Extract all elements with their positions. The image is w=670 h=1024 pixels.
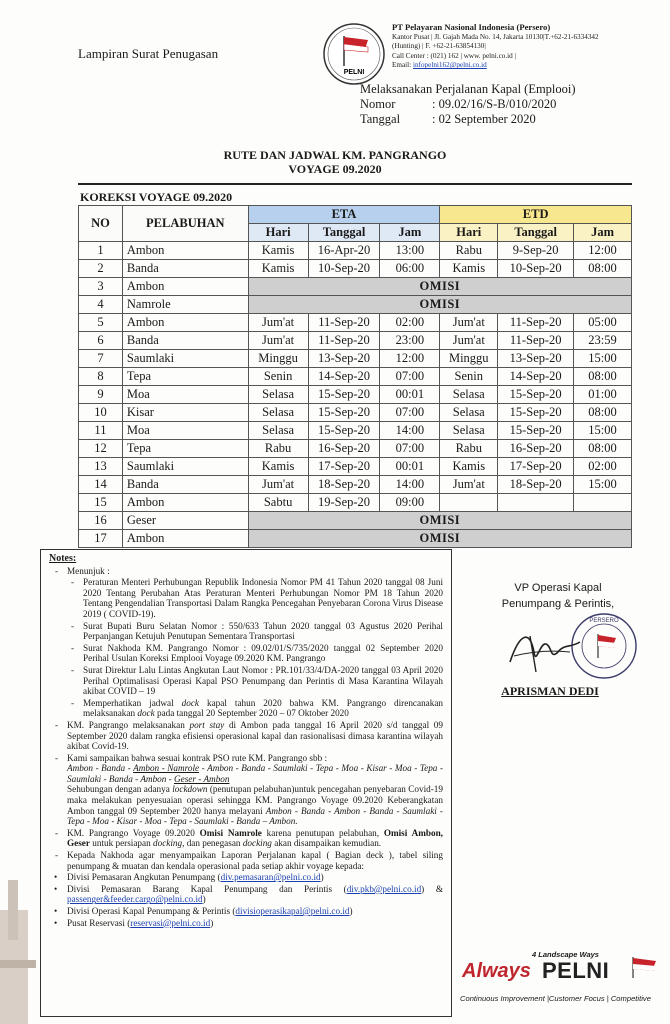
cell-etd-hari: Selasa	[440, 386, 498, 404]
omisi-cell: OMISI	[248, 512, 631, 530]
tanggal-value: : 02 September 2020	[432, 112, 536, 126]
cell-etd-hari: Minggu	[440, 350, 498, 368]
omisi-text: , dan penegasan	[182, 838, 243, 849]
cell-etd-hari: Jum'at	[440, 332, 498, 350]
omisi-bold: Omisi Ambon, Geser	[67, 827, 443, 849]
title-divider	[78, 183, 632, 185]
cell-eta-hari: Rabu	[248, 440, 308, 458]
lockdown-em: lockdown	[172, 784, 208, 795]
row-port: Namrole	[122, 296, 248, 314]
cell-eta-jam: 07:00	[380, 440, 440, 458]
lockdown-part: Sehubungan dengan adanya	[67, 784, 173, 795]
contact-label: Divisi Pemasaran Angkutan Penumpang (	[67, 872, 221, 883]
schedule-body	[79, 242, 632, 548]
route-text: - Ambon - Banda - Saumlaki - Tepa - Moa - Kisar - Moa - Tepa - Saumlaki - Banda - Ambon -	[67, 763, 444, 784]
contact-label: Pusat Reservasi (	[67, 917, 131, 928]
schedule-row	[79, 368, 632, 386]
cell-etd-jam: 15:00	[574, 422, 632, 440]
dock-em: dock	[181, 697, 199, 708]
logo-text: PELNI	[343, 69, 365, 76]
dock-text: kapal tahun 2020 bahwa KM. Pangrango direncanakan melaksanakan	[83, 697, 444, 719]
letter-subject: Melaksanakan Perjalanan Kapal (Emplooi)	[360, 82, 576, 96]
signatory-title	[458, 580, 658, 612]
row-port: Banda	[122, 260, 248, 278]
cell-etd-jam: 01:00	[574, 386, 632, 404]
header-eta: ETA	[248, 206, 440, 224]
cell-eta-jam: 23:00	[380, 332, 440, 350]
cell-eta-hari: Senin	[248, 368, 308, 386]
cell-etd-jam: 08:00	[574, 440, 632, 458]
cell-etd-hari: Kamis	[440, 260, 498, 278]
notes-box	[40, 549, 452, 1017]
cell-etd-tanggal: 15-Sep-20	[498, 386, 574, 404]
cell-eta-tanggal: 15-Sep-20	[308, 422, 380, 440]
document-title: RUTE DAN JADWAL KM. PANGRANGO	[223, 148, 447, 162]
cell-eta-jam: 07:00	[380, 404, 440, 422]
cell-eta-hari: Jum'at	[248, 332, 308, 350]
pelni-flag-icon	[630, 956, 658, 978]
row-no: 5	[79, 314, 123, 332]
lockdown-text	[67, 784, 443, 826]
header-eta-tanggal: Tanggal	[308, 224, 380, 242]
cell-eta-hari: Selasa	[248, 422, 308, 440]
header-etd-hari: Hari	[440, 224, 498, 242]
cell-etd-hari: Rabu	[440, 242, 498, 260]
row-no: 11	[79, 422, 123, 440]
cell-eta-jam: 07:00	[380, 368, 440, 386]
contact-item	[49, 884, 443, 905]
contact-email-link[interactable]: div.pkb@pelni.co.id	[346, 883, 422, 894]
schedule-row	[79, 422, 632, 440]
row-port: Ambon	[122, 278, 248, 296]
row-no: 1	[79, 242, 123, 260]
schedule-row	[79, 296, 632, 314]
notes-omisi	[49, 828, 443, 849]
schedule-row	[79, 242, 632, 260]
nomor-value: : 09.02/16/S-B/010/2020	[432, 97, 557, 111]
row-port: Ambon	[122, 494, 248, 512]
row-no: 7	[79, 350, 123, 368]
cell-eta-tanggal: 11-Sep-20	[308, 314, 380, 332]
cell-etd-jam: 15:00	[574, 476, 632, 494]
row-port: Tepa	[122, 368, 248, 386]
contact-label: Divisi Operasi Kapal Penumpang & Perintis (	[67, 906, 236, 916]
schedule-row	[79, 332, 632, 350]
reference-item-dock	[67, 698, 443, 719]
row-port: Ambon	[122, 242, 248, 260]
company-name: PT Pelayaran Nasional Indonesia (Persero)	[392, 22, 551, 32]
lockdown-route: Ambon - Banda - Ambon - Banda - Saumlaki - Tepa - Moa - Kisar - Moa - Tepa - Saumlaki - Banda – Ambon.	[67, 805, 443, 827]
pelni-logo	[322, 22, 386, 86]
attachment-label: Lampiran Surat Penugasan	[78, 46, 219, 61]
row-port: Moa	[122, 386, 248, 404]
notes-port-stay	[49, 720, 443, 752]
row-no: 15	[79, 494, 123, 512]
schedule-row	[79, 476, 632, 494]
reference-item: - Surat Nakhoda KM. Pangrango Nomor : 09.02/01/S/735/2020 tanggal 02 September 2020 Perihal Usulan Koreksi Emplooi Voyage 09.2020 KM. Pangrango	[67, 643, 443, 664]
cell-etd-hari: Selasa	[440, 422, 498, 440]
cell-eta-hari: Kamis	[248, 242, 308, 260]
cell-etd-tanggal: 15-Sep-20	[498, 422, 574, 440]
cell-etd-hari: Selasa	[440, 404, 498, 422]
notes-kepada: - Kepada Nakhoda agar menyampaikan Laporan Perjalanan kapal ( Bagian deck ), tabel siling penumpang & muatan dan kendala operasional pada setiap akhir voyage kepada:	[49, 850, 443, 871]
notes-list	[49, 566, 443, 929]
route-underline: Geser - Ambon	[174, 773, 230, 784]
omisi-cell: OMISI	[248, 530, 631, 548]
schedule-row	[79, 404, 632, 422]
row-no: 8	[79, 368, 123, 386]
contact-end: )	[202, 894, 206, 905]
header-etd: ETD	[440, 206, 632, 224]
contact-email-link[interactable]: divisioperasikapal@pelni.co.id	[235, 906, 350, 916]
cell-etd-tanggal: 11-Sep-20	[498, 314, 574, 332]
cell-eta-tanggal: 19-Sep-20	[308, 494, 380, 512]
company-email-link[interactable]: infopelni162@pelni.co.id	[412, 61, 487, 70]
row-port: Saumlaki	[122, 350, 248, 368]
schedule-row	[79, 260, 632, 278]
row-port: Kisar	[122, 404, 248, 422]
schedule-table	[78, 205, 632, 548]
cell-eta-hari: Jum'at	[248, 314, 308, 332]
contact-email-link[interactable]: passenger&feeder.cargo@pelni.co.id	[67, 894, 203, 905]
letter-meta	[360, 82, 576, 127]
company-address-3: Call Center : (021) 162 | www. pelni.co.id |	[392, 51, 516, 60]
reference-item: - Peraturan Menteri Perhubungan Republik Indonesia Nomor PM 41 Tahun 2020 tanggal 08 Juni 2020 Tentang Perubahan Atas Peraturan Menteri Perhubungan Nomor PM 18 Tahun 2020 Tentang Pengendalian Transportasi Dalam Rangka Pencegahan Penyebaran Corona Virus Disease 2019 ( COVID-19).	[67, 577, 443, 619]
cell-eta-tanggal: 15-Sep-20	[308, 404, 380, 422]
brand-tagline: 4 Landscape Ways	[532, 950, 599, 959]
contact-email-link[interactable]: div.pemasaran@pelni.co.id	[220, 872, 321, 883]
cell-eta-tanggal: 14-Sep-20	[308, 368, 380, 386]
schedule-row	[79, 386, 632, 404]
row-no: 2	[79, 260, 123, 278]
dock-em: dock	[137, 708, 155, 719]
cell-eta-jam: 14:00	[380, 422, 440, 440]
contact-item	[49, 918, 443, 929]
header-eta-jam: Jam	[380, 224, 440, 242]
cell-eta-hari: Minggu	[248, 350, 308, 368]
cell-eta-jam: 06:00	[380, 260, 440, 278]
row-no: 9	[79, 386, 123, 404]
handwritten-signature	[500, 622, 590, 678]
notes-heading: Notes:	[49, 553, 77, 564]
koreksi-heading: KOREKSI VOYAGE 09.2020	[80, 190, 233, 204]
contact-item	[49, 872, 443, 883]
route-text: Ambon - Banda -	[67, 763, 134, 774]
schedule-row	[79, 278, 632, 296]
cell-eta-tanggal: 13-Sep-20	[308, 350, 380, 368]
reference-item: - Surat Bupati Buru Selatan Nomor : 550/633 Tahun 2020 tanggal 03 Agustus 2020 Perihal Perpanjangan Ketujuh Penutupan Sementara Transportasi	[67, 621, 443, 642]
omisi-text: untuk persiapan	[89, 838, 153, 849]
contact-end: )	[349, 906, 353, 916]
cell-eta-tanggal: 15-Sep-20	[308, 386, 380, 404]
row-port: Geser	[122, 512, 248, 530]
row-no: 10	[79, 404, 123, 422]
cell-etd-jam: 12:00	[574, 242, 632, 260]
schedule-row	[79, 458, 632, 476]
signatory-title-line1: VP Operasi Kapal	[514, 582, 602, 594]
reference-item: - Surat Direktur Lalu Lintas Angkutan Laut Nomor : PR.101/33/4/DA-2020 tanggal 03 April 2020 Perihal Optimalisasi Operasi Kapal PSO Penumpang dan Perintis di Masa Karantina Wilayah akibat COVID – 19	[67, 665, 443, 697]
cell-eta-hari: Jum'at	[248, 476, 308, 494]
cell-eta-tanggal: 10-Sep-20	[308, 260, 380, 278]
cell-eta-hari: Selasa	[248, 404, 308, 422]
email-label: Email:	[392, 61, 412, 70]
schedule-row	[79, 512, 632, 530]
notes-pso	[49, 753, 443, 827]
brand-pelni: PELNI	[542, 958, 610, 983]
cell-etd-jam	[574, 494, 632, 512]
cell-eta-tanggal: 18-Sep-20	[308, 476, 380, 494]
menunjuk-label: Menunjuk :	[67, 565, 110, 576]
cell-eta-hari: Kamis	[248, 458, 308, 476]
row-port: Tepa	[122, 440, 248, 458]
row-port: Ambon	[122, 314, 248, 332]
company-info	[392, 22, 654, 71]
cell-eta-jam: 12:00	[380, 350, 440, 368]
cell-eta-jam: 00:01	[380, 458, 440, 476]
cell-etd-tanggal: 10-Sep-20	[498, 260, 574, 278]
decorative-corner	[0, 880, 36, 1024]
route-underline: Ambon - Namrole	[133, 763, 200, 774]
signatory-title-line2: Penumpang & Perintis,	[501, 598, 615, 610]
cell-etd-hari: Jum'at	[440, 314, 498, 332]
header-etd-jam: Jam	[574, 224, 632, 242]
omisi-cell: OMISI	[248, 296, 631, 314]
company-address-2: (Hunting) | F. +62-21-63854130|	[392, 42, 486, 51]
dock-text: Memperhatikan jadwal	[83, 697, 182, 708]
cell-etd-tanggal: 14-Sep-20	[498, 368, 574, 386]
row-no: 12	[79, 440, 123, 458]
nomor-label: Nomor	[360, 97, 396, 111]
contact-email-link[interactable]: reservasi@pelni.co.id	[130, 917, 211, 928]
tanggal-label: Tanggal	[360, 112, 401, 126]
brand-always: Always	[462, 960, 531, 982]
cell-eta-tanggal: 16-Sep-20	[308, 440, 380, 458]
cell-eta-jam: 09:00	[380, 494, 440, 512]
omisi-cell: OMISI	[248, 278, 631, 296]
contact-end: )	[210, 917, 214, 928]
cell-etd-tanggal: 13-Sep-20	[498, 350, 574, 368]
cell-eta-tanggal: 17-Sep-20	[308, 458, 380, 476]
cell-eta-jam: 13:00	[380, 242, 440, 260]
cell-eta-tanggal: 11-Sep-20	[308, 332, 380, 350]
pso-text: - Kami sampaikan bahwa sesuai kontrak PSO rute KM. Pangrango sbb :	[67, 752, 328, 763]
notes-menunjuk	[49, 566, 443, 719]
signatory-name: APRISMAN DEDI	[501, 684, 599, 698]
schedule-row	[79, 530, 632, 548]
cell-eta-jam: 00:01	[380, 386, 440, 404]
document-subtitle: VOYAGE 09.2020	[288, 162, 382, 176]
row-no: 17	[79, 530, 123, 548]
cell-etd-hari	[440, 494, 498, 512]
contact-mid: ) &	[421, 883, 443, 894]
row-port: Ambon	[122, 530, 248, 548]
cell-etd-hari: Kamis	[440, 458, 498, 476]
cell-eta-hari: Kamis	[248, 260, 308, 278]
schedule-row	[79, 350, 632, 368]
cell-eta-hari: Selasa	[248, 386, 308, 404]
row-no: 14	[79, 476, 123, 494]
omisi-em: docking	[242, 838, 272, 849]
cell-etd-jam: 08:00	[574, 368, 632, 386]
pso-route	[67, 763, 443, 784]
row-no: 16	[79, 512, 123, 530]
schedule-row	[79, 494, 632, 512]
omisi-bold: Omisi Namrole	[199, 827, 262, 838]
header-pelabuhan: PELABUHAN	[122, 206, 248, 242]
cell-eta-hari: Sabtu	[248, 494, 308, 512]
cell-etd-tanggal	[498, 494, 574, 512]
cell-etd-jam: 23:59	[574, 332, 632, 350]
stamp-text: PERSERO	[589, 618, 619, 624]
cell-etd-tanggal: 11-Sep-20	[498, 332, 574, 350]
row-port: Saumlaki	[122, 458, 248, 476]
contact-label: Divisi Pemasaran Barang Kapal Penumpang dan Perintis (	[67, 883, 347, 894]
row-port: Moa	[122, 422, 248, 440]
cell-etd-tanggal: 9-Sep-20	[498, 242, 574, 260]
row-port: Banda	[122, 476, 248, 494]
brand-motto: Continuous Improvement |Customer Focus | Competitive	[460, 994, 651, 1003]
row-no: 6	[79, 332, 123, 350]
cell-etd-jam: 08:00	[574, 260, 632, 278]
schedule-row	[79, 440, 632, 458]
reference-list	[67, 577, 443, 719]
omisi-em: docking	[153, 838, 183, 849]
cell-etd-tanggal: 18-Sep-20	[498, 476, 574, 494]
row-no: 4	[79, 296, 123, 314]
cell-etd-jam: 05:00	[574, 314, 632, 332]
cell-etd-tanggal: 15-Sep-20	[498, 404, 574, 422]
schedule-row	[79, 314, 632, 332]
omisi-text: karena penutupan pelabuhan,	[261, 827, 384, 838]
lockdown-part: (penutupan pelabuhan)untuk pencegahan penyebaran Covid-19 maka melakukan penyesuaian operasi sehingga KM. Pangrango Voyage 09.2020 Keberangkatan Ambon tanggal 09 September 2020 hanya melayani	[67, 784, 443, 816]
brand-footer	[462, 950, 662, 1010]
cell-etd-jam: 15:00	[574, 350, 632, 368]
cell-etd-tanggal: 16-Sep-20	[498, 440, 574, 458]
cell-etd-tanggal: 17-Sep-20	[498, 458, 574, 476]
omisi-text: akan disampaikan kemudian.	[271, 838, 382, 849]
row-no: 13	[79, 458, 123, 476]
header-no: NO	[79, 206, 123, 242]
row-port: Banda	[122, 332, 248, 350]
cell-eta-tanggal: 16-Apr-20	[308, 242, 380, 260]
contact-end: )	[320, 872, 324, 883]
cell-etd-hari: Jum'at	[440, 476, 498, 494]
company-address-1: Kantor Pusat | Jl. Gajah Mada No. 14, Jakarta 10130|T.+62-21-6334342	[392, 33, 599, 41]
portstay-text: KM. Pangrango melaksanakan	[67, 719, 190, 730]
cell-eta-jam: 14:00	[380, 476, 440, 494]
contact-item	[49, 906, 443, 917]
cell-eta-jam: 02:00	[380, 314, 440, 332]
header-etd-tanggal: Tanggal	[498, 224, 574, 242]
portstay-em: port stay	[189, 719, 225, 730]
cell-etd-hari: Rabu	[440, 440, 498, 458]
row-no: 3	[79, 278, 123, 296]
cell-etd-jam: 02:00	[574, 458, 632, 476]
header-eta-hari: Hari	[248, 224, 308, 242]
portstay-text: di Ambon pada tanggal 16 April 2020 s/d tanggal 09 September 2020 dalam rangka efisiensi operasional kapal dan rasionalisasi dimasa karantina wilayah akibat Covid-19.	[67, 719, 443, 752]
cell-etd-hari: Senin	[440, 368, 498, 386]
omisi-text: KM. Pangrango Voyage 09.2020	[67, 827, 200, 838]
dock-text: pada tanggal 20 September 2020 – 07 Oktober 2020	[154, 708, 349, 719]
cell-etd-jam: 08:00	[574, 404, 632, 422]
